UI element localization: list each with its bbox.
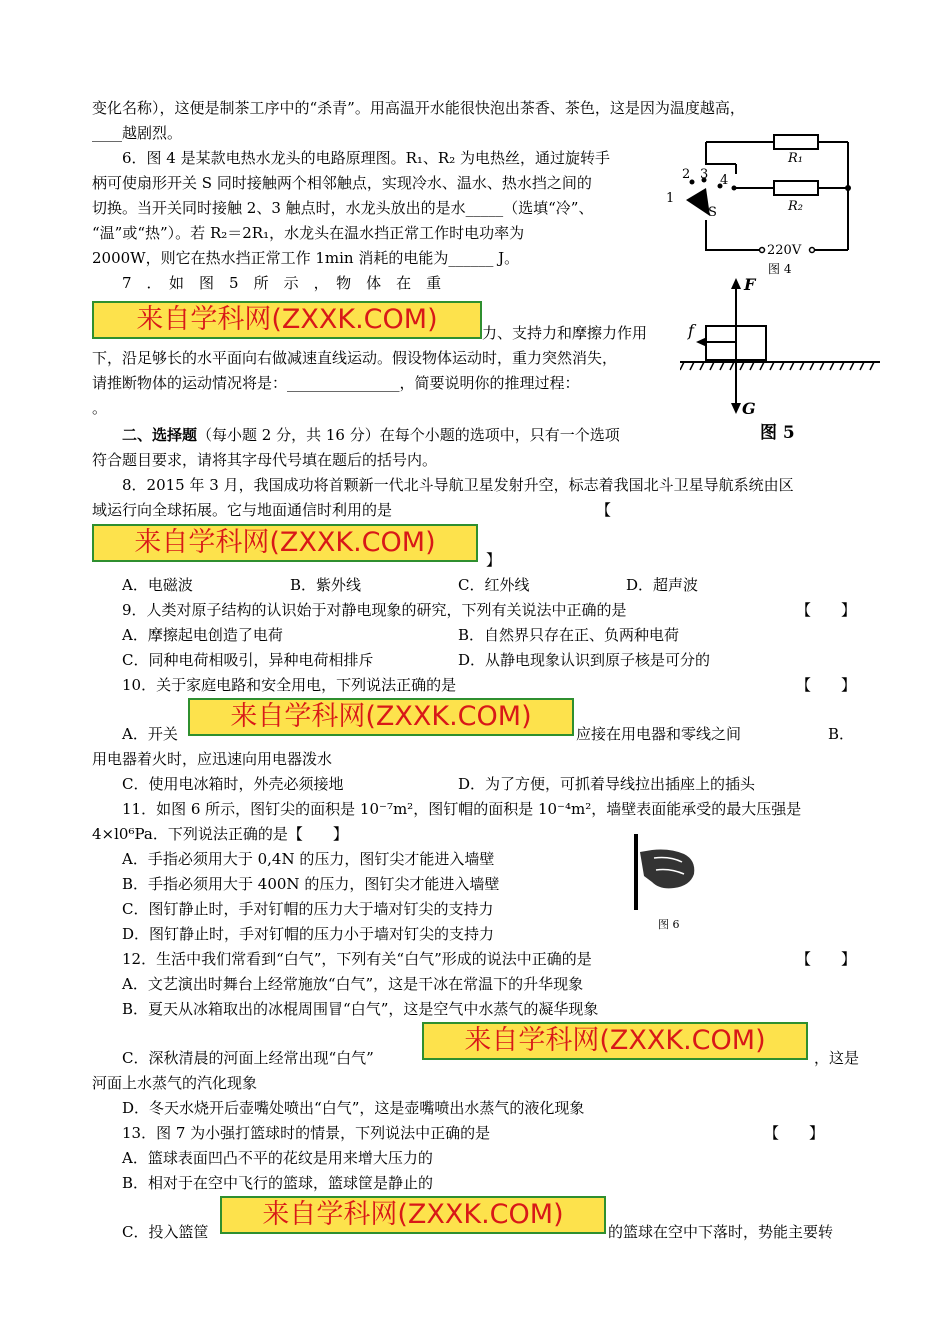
question-10-line: 10．关于家庭电路和安全用电，下列说法正确的是	[122, 676, 457, 694]
arrow-up-icon	[731, 278, 741, 289]
option-c: C．同种电荷相吸引，异种电荷相排斥	[122, 651, 374, 669]
option-b: B．紫外线	[290, 576, 362, 594]
option-b: B．	[828, 725, 855, 743]
option-a: A．文艺演出时舞台上经常施放“白气”，这是干冰在常温下的升华现象	[122, 975, 584, 993]
question-6-line: “温”或“热”）。若 R₂＝2R₁，水龙头在温水挡正常工作时电功率为	[92, 224, 525, 242]
question-6-line: 2000W，则它在热水挡正常工作 1min 消耗的电能为______ J。	[92, 249, 520, 267]
friction-label: f	[688, 321, 694, 340]
option-a: A．篮球表面凹凸不平的花纹是用来增大压力的	[122, 1149, 433, 1167]
section-2-line: 符合题目要求，请将其字母代号填在题后的括号内。	[92, 451, 438, 469]
watermark-banner: 来自学科网(ZXXK.COM)	[220, 1196, 606, 1234]
question-9-line: 9．人类对原子结构的认识始于对静电现象的研究，下列有关说法中正确的是	[122, 601, 627, 619]
question-11-line: 11．如图 6 所示，图钉尖的面积是 10⁻⁷m²，图钉帽的面积是 10⁻⁴m²，墙壁表面能承受的最大压强是	[122, 800, 802, 818]
question-6-line: 柄可使扇形开关 S 同时接触两个相邻触点，实现冷水、温水、热水挡之间的	[92, 174, 592, 192]
option-b: B．自然界只存在正、负两种电荷	[458, 626, 680, 644]
option-d: D．超声波	[626, 576, 699, 594]
figure-5-forces	[680, 272, 884, 444]
section-2-instructions: （每小题 2 分，共 16 分）在每个小题的选项中，只有一个选项	[197, 426, 620, 444]
option-c: C．使用电冰箱时，外壳必须接地	[122, 775, 344, 793]
option-b: B．手指必须用大于 400N 的压力，图钉尖才能进入墙壁	[122, 875, 500, 893]
contact-label: 2	[682, 167, 691, 182]
section-2-title: 二、选择题	[122, 426, 198, 444]
question-7-line: 。	[92, 399, 108, 417]
supply-label: 220V	[767, 243, 802, 258]
text-line: ____越剧烈。	[92, 124, 183, 142]
figure-caption: 图 4	[768, 262, 792, 275]
switch-label: S	[708, 205, 717, 220]
question-7-line: 力、支持力和摩擦力作用	[482, 324, 648, 342]
option-a: 应接在用电器和零线之间	[576, 725, 742, 743]
option-c: C．深秋清晨的河面上经常出现“白气”	[122, 1049, 374, 1067]
force-f-label: F	[744, 275, 756, 294]
option-c: C．红外线	[458, 576, 530, 594]
text-line: 变化名称），这便是制茶工序中的“杀青”。用高温开水能很快泡出茶香、茶色，这是因为温度越高，	[92, 99, 745, 117]
figure-caption: 图 6	[658, 918, 680, 931]
watermark-banner: 来自学科网(ZXXK.COM)	[92, 524, 478, 562]
r2-label: R₂	[788, 199, 803, 214]
option-a: A．摩擦起电创造了电荷	[122, 626, 283, 644]
option-d: D．从静电现象认识到原子核是可分的	[458, 651, 711, 669]
option-a: A．开关	[122, 725, 178, 743]
contact-label: 4	[720, 173, 729, 188]
answer-bracket: 【	[596, 501, 612, 519]
option-c: 河面上水蒸气的汽化现象	[92, 1074, 258, 1092]
figure-4-circuit	[664, 130, 864, 275]
answer-bracket: 【 】	[796, 950, 857, 968]
question-8-line: 域运行向全球拓展。它与地面通信时利用的是	[92, 501, 393, 519]
question-13-line: 13．图 7 为小强打篮球时的情景，下列说法中正确的是	[122, 1124, 491, 1142]
question-7-line: 下，沿足够长的水平面向右做减速直线运动。假设物体运动时，重力突然消失，	[92, 349, 618, 367]
answer-bracket: 】	[486, 551, 502, 569]
option-d: D．为了方便，可抓着导线拉出插座上的插头	[458, 775, 756, 793]
figure-6-thumbtack	[630, 830, 710, 934]
fan-switch-icon	[686, 188, 710, 216]
option-d: D．图钉静止时，手对钉帽的压力小于墙对钉尖的支持力	[122, 925, 495, 943]
option-b: 用电器着火时，应迅速向用电器泼水	[92, 750, 333, 768]
r1-label: R₁	[788, 151, 803, 166]
contact-label: 3	[700, 167, 709, 182]
arrow-left-icon	[696, 337, 707, 347]
answer-bracket: 【 】	[764, 1124, 825, 1142]
option-d: D．冬天水烧开后壶嘴处喷出“白气”，这是壶嘴喷出水蒸气的液化现象	[122, 1099, 585, 1117]
option-a: A．手指必须用大于 0,4N 的压力，图钉尖才能进入墙壁	[122, 850, 495, 868]
question-11-line: 4×l0⁶Pa．下列说法正确的是【 】	[92, 825, 348, 843]
question-7-line: 7 ． 如 图 5 所 示 ， 物 体 在 重	[122, 274, 442, 292]
option-c: ，这是	[814, 1049, 860, 1067]
gravity-label: G	[742, 399, 756, 418]
question-6-line: 切换。当开关同时接触 2、3 触点时，水龙头放出的是水_____（选填“冷”、	[92, 199, 594, 217]
option-b: B．夏天从冰箱取出的冰棍周围冒“白气”，这是空气中水蒸气的凝华现象	[122, 1000, 599, 1018]
answer-bracket: 【 】	[796, 676, 857, 694]
arrow-down-icon	[731, 403, 741, 414]
section-2-heading	[122, 423, 620, 448]
option-a: A．电磁波	[122, 576, 193, 594]
figure-caption: 图 5	[760, 423, 795, 443]
option-c: C．投入篮筐	[122, 1223, 209, 1241]
watermark-banner: 来自学科网(ZXXK.COM)	[188, 698, 574, 736]
answer-bracket: 【 】	[796, 601, 857, 619]
question-6-line: 6．图 4 是某款电热水龙头的电路原理图。R₁、R₂ 为电热丝，通过旋转手	[122, 149, 611, 167]
option-b: B．相对于在空中飞行的篮球，篮球筐是静止的	[122, 1174, 434, 1192]
watermark-banner: 来自学科网(ZXXK.COM)	[422, 1022, 808, 1060]
option-c: 的篮球在空中下落时，势能主要转	[608, 1223, 834, 1241]
question-8-line: 8．2015 年 3 月，我国成功将首颗新一代北斗导航卫星发射升空，标志着我国北斗卫星导航系统由区	[122, 476, 794, 494]
option-c: C．图钉静止时，手对钉帽的压力大于墙对钉尖的支持力	[122, 900, 494, 918]
watermark-banner: 来自学科网(ZXXK.COM)	[92, 301, 482, 339]
contact-label: 1	[666, 191, 675, 206]
question-12-line: 12．生活中我们常看到“白气”，下列有关“白气”形成的说法中正确的是	[122, 950, 592, 968]
question-7-line: 请推断物体的运动情况将是：_______________，简要说明你的推理过程：	[92, 374, 580, 392]
